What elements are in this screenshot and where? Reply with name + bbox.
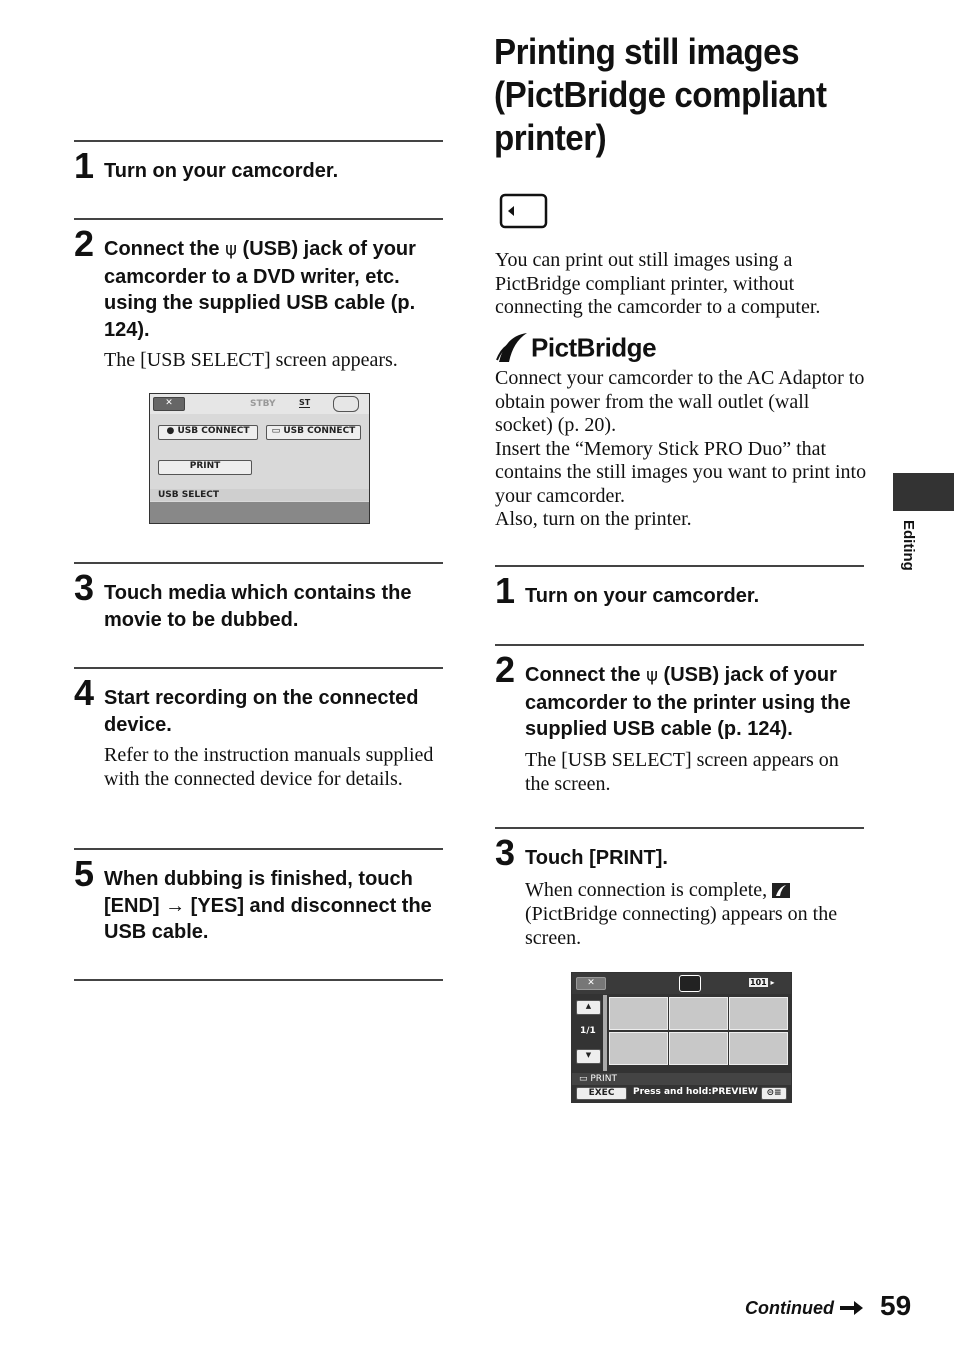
usb-icon: ψ xyxy=(225,239,237,260)
thumbnail[interactable] xyxy=(669,1032,728,1065)
divider xyxy=(74,218,443,220)
pictbridge-logo: PictBridge xyxy=(495,330,656,366)
right-step-3 xyxy=(495,832,865,965)
print-label: ▭ PRINT xyxy=(579,1074,617,1084)
section-tab xyxy=(893,473,954,511)
thumbnail[interactable] xyxy=(609,1032,668,1065)
step-heading: Touch media which contains the movie to be dubbed. xyxy=(104,582,412,631)
screen-bottom-bar xyxy=(150,502,369,523)
arrow-right-icon xyxy=(840,1300,864,1316)
intro-paragraph: You can print out still images using a PictBridge compliant printer, without connecting the camcorder to a computer. xyxy=(495,249,821,318)
close-button[interactable]: ✕ xyxy=(576,977,606,990)
usb-select-screen xyxy=(149,393,370,524)
step-heading: Connect the ψ (USB) jack of your camcorder to the printer using the supplied USB cable (p. 124). xyxy=(525,664,851,740)
step-body: Refer to the instruction manuals supplied with the connected device for details. xyxy=(104,744,434,790)
step-number: 3 xyxy=(74,567,95,608)
pictbridge-connecting-icon xyxy=(772,883,790,898)
section-tab-label: Editing xyxy=(900,520,917,571)
scrollbar[interactable] xyxy=(603,995,607,1071)
pictbridge-icon xyxy=(495,330,531,366)
divider xyxy=(74,140,443,142)
memory-icon: ST xyxy=(299,398,311,407)
usb-connect-disc-button[interactable]: ● USB CONNECT xyxy=(158,425,258,440)
page-indicator: 1/1 xyxy=(580,1026,596,1036)
scroll-down-button[interactable]: ▼ xyxy=(576,1049,601,1064)
step-2 xyxy=(74,223,444,386)
right-step-2 xyxy=(495,649,865,812)
continued-label: Continued xyxy=(745,1298,834,1318)
step-heading: When dubbing is finished, touch [END] → [YES] and disconnect the USB cable. xyxy=(104,868,432,943)
step-number: 1 xyxy=(74,145,95,186)
divider xyxy=(74,667,443,669)
step-heading: Turn on your camcorder. xyxy=(104,160,339,182)
step-number: 4 xyxy=(74,672,95,713)
step-number: 2 xyxy=(495,649,516,690)
menu-button[interactable]: ⊝≡ xyxy=(761,1087,787,1100)
step-number: 5 xyxy=(74,853,95,894)
step-body: The [USB SELECT] screen appears. xyxy=(104,349,398,371)
divider xyxy=(495,565,864,567)
setup-paragraph: Connect your camcorder to the AC Adaptor to obtain power from the wall outlet (wall socket) (p. 20). Insert the “Memory Stick PRO Duo” that contains the still images you want to print into your camcorder. Also, turn on the printer. xyxy=(495,367,867,530)
thumbnail[interactable] xyxy=(669,997,728,1030)
step-3 xyxy=(74,567,444,650)
page-title: Printing still images (PictBridge compliant printer) xyxy=(494,31,827,158)
divider xyxy=(495,644,864,646)
close-button[interactable]: ✕ xyxy=(153,397,185,411)
screen-label: USB SELECT xyxy=(158,490,220,500)
step-5 xyxy=(74,853,444,956)
thumbnail[interactable] xyxy=(729,1032,788,1065)
step-body: When connection is complete, (PictBridge connecting) appears on the screen. xyxy=(525,879,838,949)
memory-card-icon xyxy=(499,193,549,229)
step-number: 1 xyxy=(495,570,516,611)
step-number: 2 xyxy=(74,223,95,264)
step-1 xyxy=(74,145,444,208)
right-step-1 xyxy=(495,570,865,633)
divider xyxy=(74,848,443,850)
status-text: STBY xyxy=(250,399,276,409)
folder-icon: 101 ▸ xyxy=(750,978,775,987)
divider xyxy=(74,562,443,564)
hint-text: Press and hold:PREVIEW xyxy=(633,1087,758,1097)
thumbnail[interactable] xyxy=(729,997,788,1030)
step-4 xyxy=(74,672,444,825)
step-number: 3 xyxy=(495,832,516,873)
pictbridge-icon xyxy=(679,975,701,992)
divider xyxy=(74,979,443,981)
step-heading: Start recording on the connected device. xyxy=(104,687,419,736)
print-screen xyxy=(571,972,792,1103)
step-heading: Connect the ψ (USB) jack of your camcorder to a DVD writer, etc. using the supplied USB cable (p. 124). xyxy=(104,238,416,341)
pictbridge-icon xyxy=(333,396,359,412)
print-button[interactable]: PRINT xyxy=(158,460,252,475)
exec-button[interactable]: EXEC xyxy=(576,1087,627,1100)
usb-icon: ψ xyxy=(646,665,658,686)
step-heading: Touch [PRINT]. xyxy=(525,847,668,869)
usb-connect-card-button[interactable]: ▭ USB CONNECT xyxy=(266,425,361,440)
page-number: 59 xyxy=(880,1290,912,1321)
divider xyxy=(495,827,864,829)
step-heading: Turn on your camcorder. xyxy=(525,585,760,607)
scroll-up-button[interactable]: ▲ xyxy=(576,1000,601,1015)
thumbnail[interactable] xyxy=(609,997,668,1030)
step-body: The [USB SELECT] screen appears on the screen. xyxy=(525,749,839,795)
